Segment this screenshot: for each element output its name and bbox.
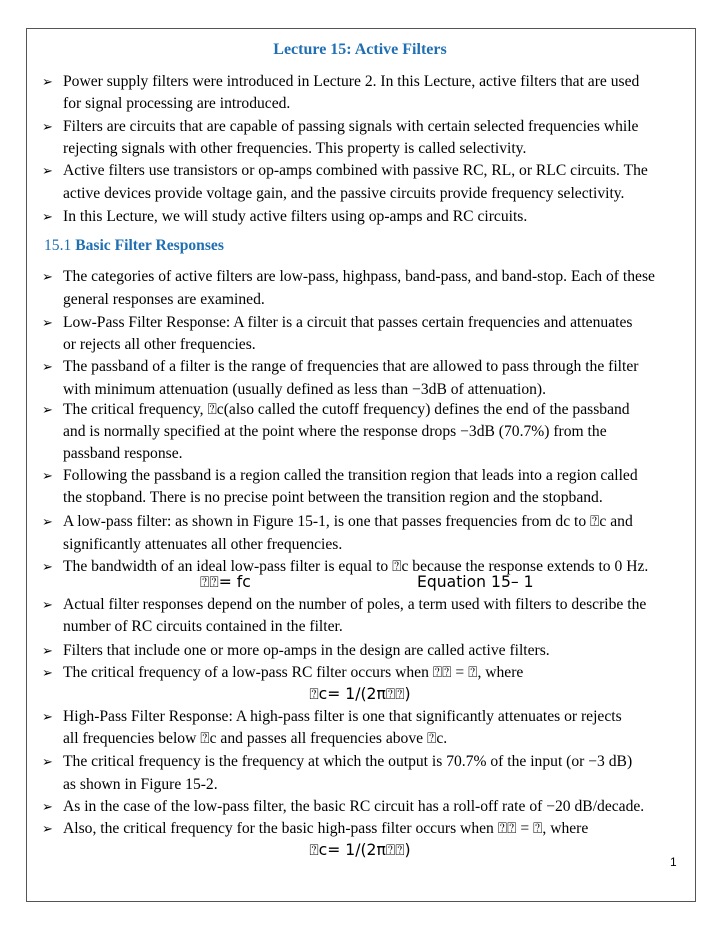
text-line: The critical frequency, ⍰c(also called the cutoff frequency) defines the end of the passband — [63, 401, 630, 418]
text-line: rejecting signals with other frequencies. This property is called selectivity. — [63, 140, 527, 157]
bullet-marker: ➢ — [42, 209, 53, 224]
text-line: as shown in Figure 15-2. — [63, 776, 218, 793]
bullet-marker: ➢ — [42, 514, 53, 529]
bullet-marker: ➢ — [42, 119, 53, 134]
text-line: Filters that include one or more op-amps in the design are called active filters. — [63, 642, 550, 659]
bullet-marker: ➢ — [42, 799, 53, 814]
text-line: A low-pass filter: as shown in Figure 15-1, is one that passes frequencies from dc to ⍰c and — [63, 513, 633, 530]
text-line: significantly attenuates all other frequencies. — [63, 536, 343, 553]
bullet-marker: ➢ — [42, 754, 53, 769]
text-line: the stopband. There is no precise point between the transition region and the stopband. — [63, 489, 603, 506]
text-line: The passband of a filter is the range of frequencies that are allowed to pass through the filter — [63, 358, 639, 375]
text-line: Also, the critical frequency for the basic high-pass filter occurs when ⍰⍰ = ⍰, where — [63, 820, 589, 837]
text-line: Following the passband is a region called the transition region that leads into a region called — [63, 467, 638, 484]
text-line: general responses are examined. — [63, 291, 265, 308]
bullet-marker: ➢ — [42, 665, 53, 680]
section-title: Basic Filter Responses — [75, 237, 224, 254]
page-title: Lecture 15: Active Filters — [273, 41, 447, 58]
text-line: The critical frequency is the frequency at which the output is 70.7% of the input (or −3 dB) — [63, 753, 633, 770]
text-line: High-Pass Filter Response: A high-pass filter is one that significantly attenuates or rejects — [63, 708, 622, 725]
text-line: with minimum attenuation (usually defined as less than −3dB of attenuation). — [63, 381, 547, 398]
equation-label: Equation 15– 1 — [417, 573, 534, 591]
text-line: The bandwidth of an ideal low-pass filter is equal to ⍰c because the response extends to 0 Hz. — [63, 558, 649, 575]
text-line: The categories of active filters are low-pass, highpass, band-pass, and band-stop. Each of these — [63, 268, 655, 285]
text-line: The critical frequency of a low-pass RC filter occurs when ⍰⍰ = ⍰, where — [63, 664, 524, 681]
bullet-marker: ➢ — [42, 163, 53, 178]
bullet-marker: ➢ — [42, 559, 53, 574]
text-line: Active filters use transistors or op-amps combined with passive RC, RL, or RLC circuits. The — [63, 162, 648, 179]
text-line: for signal processing are introduced. — [63, 95, 291, 112]
text-line: or rejects all other frequencies. — [63, 336, 256, 353]
text-line: Filters are circuits that are capable of passing signals with certain selected frequencies while — [63, 118, 639, 135]
text-line: In this Lecture, we will study active filters using op-amps and RC circuits. — [63, 208, 528, 225]
bullet-marker: ➢ — [42, 821, 53, 836]
bullet-marker: ➢ — [42, 402, 53, 417]
equation-bandwidth: ⍰⍰= fc — [200, 573, 251, 591]
section-number: 15.1 — [44, 237, 72, 254]
bullet-marker: ➢ — [42, 359, 53, 374]
page-number: 1 — [670, 855, 677, 869]
text-line: Actual filter responses depend on the number of poles, a term used with filters to describe the — [63, 596, 647, 613]
bullet-marker: ➢ — [42, 709, 53, 724]
text-line: passband response. — [63, 445, 183, 462]
text-line: Low-Pass Filter Response: A filter is a circuit that passes certain frequencies and attenuates — [63, 314, 633, 331]
bullet-marker: ➢ — [42, 643, 53, 658]
text-line: and is normally specified at the point where the response drops −3dB (70.7%) from the — [63, 423, 607, 440]
bullet-marker: ➢ — [42, 74, 53, 89]
text-line: number of RC circuits contained in the filter. — [63, 618, 343, 635]
text-line: all frequencies below ⍰c and passes all frequencies above ⍰c. — [63, 730, 448, 747]
bullet-marker: ➢ — [42, 468, 53, 483]
equation-fc-highpass: ⍰c= 1/(2π⍰⍰) — [309, 841, 411, 859]
bullet-marker: ➢ — [42, 597, 53, 612]
text-line: Power supply filters were introduced in Lecture 2. In this Lecture, active filters that are used — [63, 73, 640, 90]
equation-fc-lowpass: ⍰c= 1/(2π⍰⍰) — [309, 685, 411, 703]
bullet-marker: ➢ — [42, 269, 53, 284]
text-line: active devices provide voltage gain, and the passive circuits provide frequency selectivity. — [63, 185, 625, 202]
text-line: As in the case of the low-pass filter, the basic RC circuit has a roll-off rate of −20 dB/decade. — [63, 798, 645, 815]
section-heading — [44, 237, 224, 255]
bullet-marker: ➢ — [42, 315, 53, 330]
